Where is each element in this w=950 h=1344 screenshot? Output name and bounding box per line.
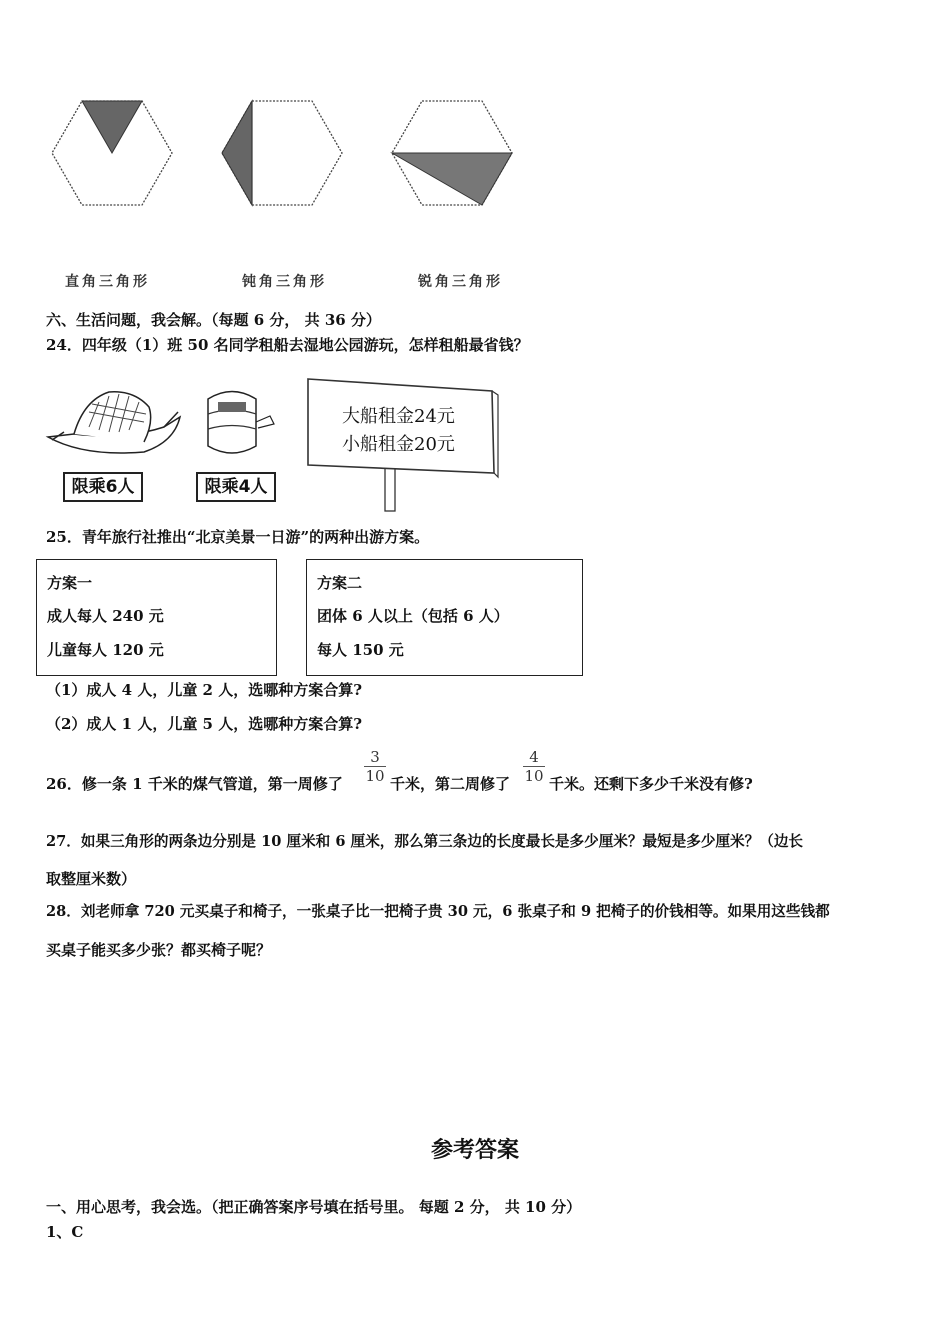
plan-two-price: 每人 150 元	[317, 641, 404, 659]
small-boat-capacity-tag: 限乘4人	[196, 472, 276, 502]
plan-one-adult-price: 成人每人 240 元	[47, 607, 164, 625]
hexagon-label-2: 钝角三角形	[242, 274, 327, 290]
fraction-2-denominator: 10	[524, 767, 544, 785]
question-25: 25．青年旅行社推出“北京美景一日游”的两种出游方案。	[46, 528, 430, 546]
question-25-sub1: （1）成人 4 人，儿童 2 人，选哪种方案合算?	[46, 681, 362, 699]
answers-title: 参考答案	[430, 1138, 519, 1163]
hexagon-label-3: 锐角三角形	[418, 274, 503, 290]
plan-one-title: 方案一	[47, 574, 93, 592]
fraction-1-numerator: 3	[370, 748, 380, 766]
plan-two-group-rule: 团体 6 人以上（包括 6 人）	[317, 607, 509, 625]
question-26-part3: 千米。还剩下多少千米没有修?	[549, 775, 753, 793]
plan-two-title: 方案二	[317, 574, 363, 592]
big-boat-capacity-tag: 限乘6人	[63, 472, 143, 502]
answer-1: 1、C	[46, 1223, 84, 1241]
plan-two-box	[306, 559, 583, 676]
question-27-line2: 取整厘米数）	[46, 870, 137, 888]
question-28-line2: 买桌子能买多少张？都买椅子呢？	[46, 941, 272, 959]
sign-small-boat-price: 小船租金20元	[342, 434, 455, 455]
hexagon-figure-obtuse-triangle	[220, 98, 345, 208]
hexagon-figure-acute-triangle	[390, 98, 515, 208]
fraction-2-numerator: 4	[529, 748, 539, 766]
question-26-part1: 26．修一条 1 千米的煤气管道，第一周修了	[46, 775, 343, 793]
small-boat-illustration	[196, 384, 276, 464]
big-boat-illustration	[44, 382, 184, 462]
hexagon-figure-right-triangle	[50, 98, 175, 208]
question-24: 24．四年级（1）班 50 名同学租船去湿地公园游玩，怎样租船最省钱？	[46, 336, 529, 354]
question-27-line1: 27．如果三角形的两条边分别是 10 厘米和 6 厘米，那么第三条边的长度最长是多少厘米？最短是多少厘米？（边长	[46, 833, 804, 850]
answers-section1-heading: 一、用心思考，我会选。（把正确答案序号填在括号里。 每题 2 分， 共 10 分）	[46, 1198, 582, 1216]
hexagon-label-1: 直角三角形	[65, 274, 150, 290]
question-28-line1: 28．刘老师拿 720 元买桌子和椅子，一张桌子比一把椅子贵 30 元，6 张桌子和 9 把椅子的价钱相等。如果用这些钱都	[46, 903, 830, 920]
fraction-1-denominator: 10	[365, 767, 385, 785]
question-25-sub2: （2）成人 1 人，儿童 5 人，选哪种方案合算?	[46, 715, 362, 733]
question-26-part2: 千米，第二周修了	[390, 775, 511, 793]
plan-one-box	[36, 559, 277, 676]
section6-heading: 六、生活问题，我会解。（每题 6 分， 共 36 分）	[46, 311, 381, 329]
sign-big-boat-price: 大船租金24元	[342, 406, 455, 427]
plan-one-child-price: 儿童每人 120 元	[47, 641, 164, 659]
fraction-three-tenths	[362, 748, 388, 785]
fraction-four-tenths	[521, 748, 547, 785]
